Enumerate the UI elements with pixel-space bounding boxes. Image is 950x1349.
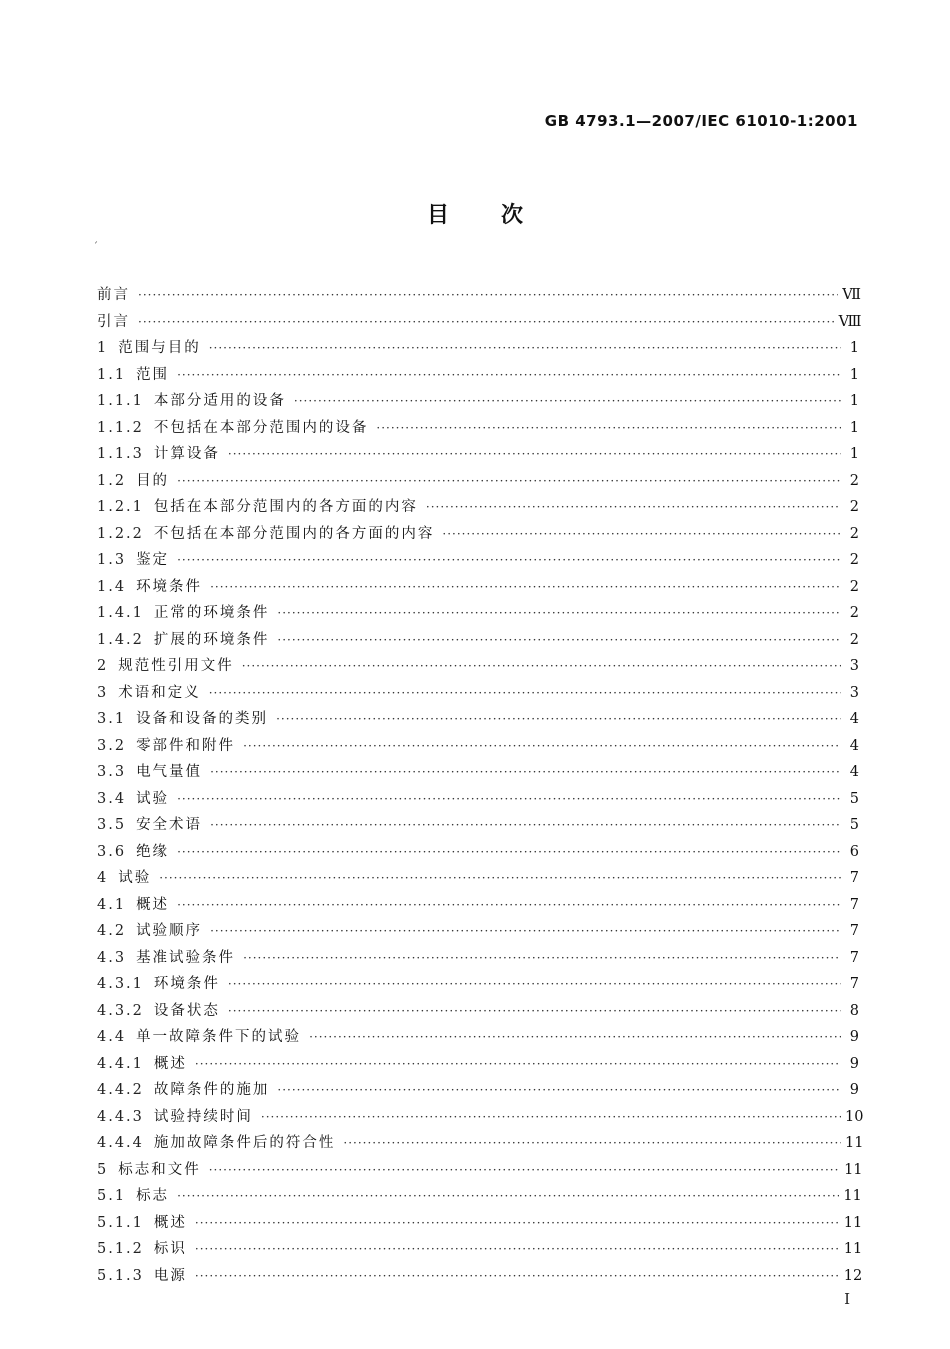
toc-entry-number: 1.3 [97, 552, 127, 568]
toc-entry-label: 单一故障条件下的试验 [136, 1029, 302, 1045]
toc-entry-label: 标志和文件 [118, 1161, 201, 1178]
toc-entry[interactable] [97, 653, 859, 680]
dot-leader [210, 812, 841, 839]
toc-entry[interactable] [97, 388, 859, 415]
toc-entry[interactable] [97, 415, 859, 442]
toc-entry-label: 标识 [153, 1241, 187, 1257]
toc-entry-page: 7 [849, 976, 859, 992]
toc-entry-label: 基准试验条件 [136, 949, 236, 966]
toc-entry-number: 1.1.2 [97, 419, 144, 436]
toc-entry-number: 5.1.1 [97, 1214, 144, 1231]
toc-entry-page: 12 [843, 1267, 863, 1284]
toc-entry-number: 4.4.2 [97, 1082, 144, 1098]
toc-entry-label: 范围 [136, 366, 170, 383]
toc-entry-page: 11 [843, 1188, 862, 1204]
toc-entry-number: 5.1.3 [97, 1267, 144, 1284]
dot-leader [159, 865, 841, 892]
toc-entry-page: Ⅶ [842, 287, 861, 303]
toc-entry[interactable] [97, 335, 859, 362]
toc-entry-number: 3.5 [97, 817, 127, 833]
toc-entry[interactable] [97, 706, 859, 733]
toc-entry-page: 7 [849, 923, 859, 939]
toc-entry[interactable] [97, 1024, 859, 1051]
toc-entry-page: 7 [849, 870, 859, 886]
toc-entry[interactable] [97, 1130, 864, 1157]
toc-entry-number: 1.4.2 [97, 631, 144, 648]
toc-entry-page: 3 [849, 684, 859, 701]
toc-entry-label: 试验 [118, 870, 152, 886]
toc-entry-page: 4 [849, 711, 859, 727]
stray-mark: ˊ [93, 242, 98, 253]
toc-entry-page: 4 [849, 737, 859, 754]
toc-entry-label: 绝缘 [136, 843, 170, 860]
dot-leader [177, 547, 841, 574]
toc-entry-page: 2 [849, 631, 859, 648]
toc-entry-page: 11 [843, 1241, 863, 1257]
toc-entry-label: 扩展的环境条件 [153, 631, 270, 648]
toc-entry-label: 设备和设备的类别 [136, 711, 269, 727]
toc-entry-page: 7 [849, 949, 859, 966]
dot-leader [210, 759, 841, 786]
toc-entry[interactable] [97, 441, 859, 468]
toc-entry[interactable] [97, 574, 859, 601]
dot-leader [228, 998, 841, 1025]
toc-entry-page: 2 [849, 499, 859, 515]
toc-entry-number: 1.4 [97, 578, 127, 595]
toc-entry[interactable] [97, 733, 859, 760]
page-title: 目次 [426, 203, 575, 228]
toc-entry[interactable] [97, 494, 859, 521]
toc-entry-page: 1 [849, 393, 859, 409]
toc-entry-number: 3.1 [97, 711, 127, 727]
toc-entry-number: 1.2.2 [97, 525, 144, 542]
toc-entry-page: 5 [849, 817, 859, 833]
dot-leader [442, 521, 841, 548]
toc-entry-label: 前言 [97, 287, 130, 303]
dot-leader [228, 441, 841, 468]
toc-entry-label: 试验 [136, 790, 170, 807]
standard-number: GB 4793.1—2007/IEC 61010-1:2001 [544, 112, 858, 130]
toc-entry[interactable] [97, 468, 859, 495]
toc-entry-page: 11 [845, 1135, 864, 1151]
toc-entry-label: 正常的环境条件 [153, 605, 270, 621]
toc-entry-number: 3.4 [97, 790, 127, 807]
toc-entry[interactable] [97, 865, 859, 892]
toc-entry-number: 4.3.2 [97, 1002, 144, 1019]
toc-entry-number: 4.4.1 [97, 1055, 144, 1072]
dot-leader [138, 309, 835, 336]
toc-entry-page: 3 [849, 658, 859, 674]
toc-entry-number: 1.1 [97, 366, 127, 383]
toc-entry[interactable] [97, 362, 859, 389]
toc-entry-number: 5.1 [97, 1188, 127, 1204]
toc-entry[interactable] [97, 680, 859, 707]
dot-leader [209, 680, 841, 707]
dot-leader [261, 1104, 841, 1131]
dot-leader [195, 1236, 840, 1263]
toc-entry-number: 4.3 [97, 949, 127, 966]
toc-entry[interactable] [97, 812, 859, 839]
toc-entry-number: 1.2.1 [97, 499, 144, 515]
dot-leader [177, 892, 841, 919]
toc-entry-number: 4 [97, 870, 109, 886]
dot-leader [277, 627, 841, 654]
dot-leader [376, 415, 841, 442]
toc-entry-number: 1.1.1 [97, 393, 144, 409]
toc-entry-label: 本部分适用的设备 [153, 393, 286, 409]
toc-entry-page: 2 [849, 472, 859, 489]
toc-entry-label: 标志 [136, 1188, 170, 1204]
table-of-contents [97, 282, 864, 1289]
toc-entry-label: 设备状态 [153, 1002, 220, 1019]
toc-entry[interactable] [97, 1077, 859, 1104]
toc-entry-label: 概述 [136, 896, 170, 913]
toc-entry-page: 2 [849, 605, 859, 621]
toc-entry[interactable] [97, 1051, 859, 1078]
dot-leader [209, 1157, 840, 1184]
toc-entry-page: 7 [849, 896, 859, 913]
toc-entry-label: 引言 [97, 313, 130, 330]
toc-entry-page: 11 [843, 1214, 863, 1231]
toc-entry-page: 6 [849, 843, 859, 860]
dot-leader [195, 1210, 840, 1237]
toc-entry-page: 10 [845, 1108, 864, 1125]
toc-entry-number: 5.1.2 [97, 1241, 144, 1257]
toc-entry-number: 3.3 [97, 764, 127, 780]
toc-entry-label: 试验持续时间 [153, 1108, 253, 1125]
toc-entry[interactable] [97, 1210, 863, 1237]
dot-leader [177, 362, 841, 389]
toc-entry-label: 范围与目的 [118, 340, 201, 356]
toc-entry-label: 规范性引用文件 [118, 658, 234, 674]
dot-leader [138, 282, 838, 309]
toc-entry-number: 2 [97, 658, 109, 674]
toc-entry[interactable] [97, 547, 859, 574]
toc-entry-number: 5 [97, 1161, 109, 1178]
toc-entry[interactable] [97, 839, 859, 866]
toc-entry-number: 1.2 [97, 472, 127, 489]
toc-entry[interactable] [97, 998, 859, 1025]
toc-entry[interactable] [97, 892, 859, 919]
toc-entry-page: 1 [849, 446, 859, 462]
toc-entry-number: 4.1 [97, 896, 127, 913]
toc-entry-page: 2 [849, 525, 859, 542]
toc-entry-number: 1.1.3 [97, 446, 144, 462]
toc-entry-page: 1 [849, 340, 859, 356]
toc-entry-label: 零部件和附件 [136, 737, 236, 754]
dot-leader [177, 839, 841, 866]
dot-leader [276, 706, 841, 733]
toc-entry[interactable] [97, 627, 859, 654]
dot-leader [277, 600, 841, 627]
toc-entry-page: 1 [849, 419, 859, 436]
toc-entry-label: 鉴定 [136, 552, 170, 568]
toc-entry-page: Ⅷ [838, 313, 862, 330]
dot-leader [309, 1024, 841, 1051]
dot-leader [294, 388, 841, 415]
dot-leader [195, 1051, 841, 1078]
toc-entry-number: 4.4.4 [97, 1135, 144, 1151]
toc-entry[interactable] [97, 759, 859, 786]
toc-entry-label: 概述 [153, 1214, 187, 1231]
toc-entry-number: 4.2 [97, 923, 127, 939]
toc-entry[interactable] [97, 521, 859, 548]
toc-entry[interactable] [97, 918, 859, 945]
toc-entry-label: 电源 [153, 1267, 187, 1284]
toc-entry[interactable] [97, 1183, 862, 1210]
toc-entry-number: 4.4 [97, 1029, 127, 1045]
toc-entry[interactable] [97, 786, 859, 813]
dot-leader [242, 653, 841, 680]
dot-leader [228, 971, 841, 998]
toc-entry-number: 3.2 [97, 737, 127, 754]
toc-entry[interactable] [97, 1157, 863, 1184]
dot-leader [209, 335, 841, 362]
toc-entry[interactable] [97, 1236, 863, 1263]
dot-leader [426, 494, 841, 521]
toc-entry-page: 1 [849, 366, 859, 383]
dot-leader [210, 574, 841, 601]
toc-entry-label: 施加故障条件后的符合性 [153, 1135, 336, 1151]
toc-entry[interactable] [97, 945, 859, 972]
toc-entry-page: 9 [849, 1082, 859, 1098]
toc-entry[interactable] [97, 1104, 864, 1131]
toc-entry-label: 环境条件 [153, 976, 220, 992]
toc-entry-page: 4 [849, 764, 859, 780]
dot-leader [195, 1263, 840, 1290]
toc-entry-label: 目的 [136, 472, 170, 489]
toc-entry-label: 电气量值 [136, 764, 203, 780]
toc-entry-number: 1 [97, 340, 109, 356]
toc-entry[interactable] [97, 282, 859, 309]
dot-leader [177, 786, 841, 813]
toc-entry-label: 故障条件的施加 [153, 1082, 270, 1098]
toc-entry-label: 安全术语 [136, 817, 203, 833]
dot-leader [177, 468, 841, 495]
toc-entry[interactable] [97, 600, 859, 627]
toc-entry[interactable] [97, 1263, 863, 1290]
toc-entry-page: 2 [849, 578, 859, 595]
toc-entry-number: 3 [97, 684, 109, 701]
toc-entry-page: 11 [844, 1161, 863, 1178]
toc-entry-page: 5 [849, 790, 859, 807]
toc-entry-label: 不包括在本部分范围内的各方面的内容 [153, 525, 435, 542]
toc-entry-label: 概述 [153, 1055, 187, 1072]
toc-entry-page: 2 [849, 552, 859, 568]
toc-entry-number: 3.6 [97, 843, 127, 860]
toc-entry-label: 计算设备 [153, 446, 220, 462]
toc-entry-number: 4.4.3 [97, 1108, 144, 1125]
toc-entry-page: 9 [849, 1029, 859, 1045]
toc-entry-label: 包括在本部分范围内的各方面的内容 [153, 499, 418, 515]
dot-leader [277, 1077, 841, 1104]
toc-entry-number: 4.3.1 [97, 976, 144, 992]
dot-leader [243, 733, 841, 760]
toc-entry-label: 不包括在本部分范围内的设备 [153, 419, 369, 436]
toc-entry-label: 术语和定义 [118, 684, 201, 701]
toc-entry-page: 8 [849, 1002, 859, 1019]
toc-entry-number: 1.4.1 [97, 605, 144, 621]
page-number: Ⅰ [844, 1290, 850, 1308]
toc-entry-label: 环境条件 [136, 578, 203, 595]
toc-entry-page: 9 [849, 1055, 859, 1072]
toc-entry-label: 试验顺序 [136, 923, 203, 939]
dot-leader [343, 1130, 841, 1157]
dot-leader [243, 945, 841, 972]
toc-entry[interactable] [97, 971, 859, 998]
dot-leader [210, 918, 841, 945]
dot-leader [177, 1183, 839, 1210]
toc-entry[interactable] [97, 309, 862, 336]
